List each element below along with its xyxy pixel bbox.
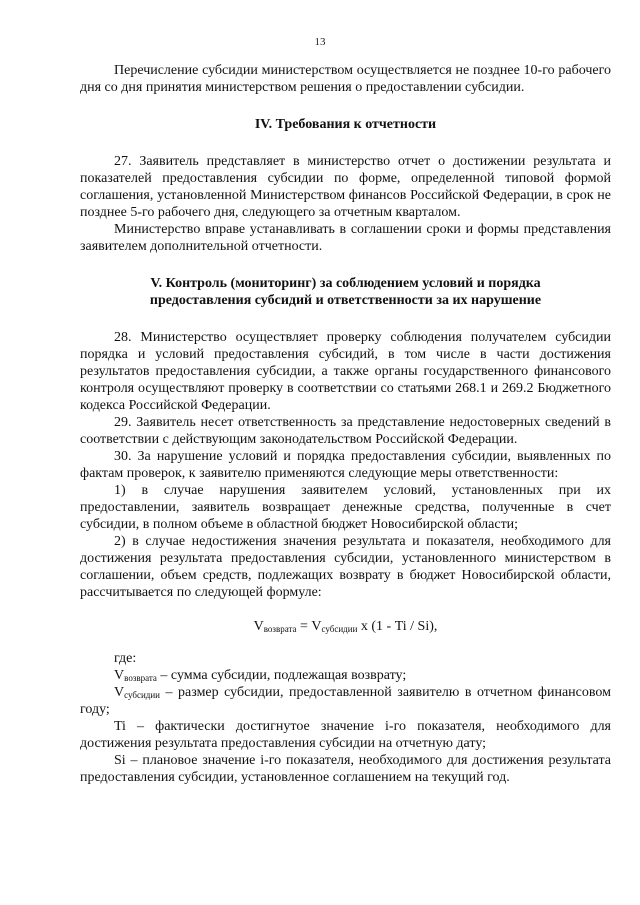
paragraph-30-item-1: 1) в случае нарушения заявителем условий, установленных при их предоставлении, заявитель возвращает денежные средства, полученные в счет субсидии, в полном объеме в областной бюджет Новосибирской области;	[80, 483, 611, 532]
definitions-where: где:	[114, 651, 137, 666]
definition-ti: Ti – фактически достигнутое значение i-го показателя, необходимого для достижения результата предоставления субсидии на отчетную дату;	[80, 719, 611, 751]
page-number: 13	[314, 36, 326, 48]
paragraph-29: 29. Заявитель несет ответственность за представление недостоверных сведений в соответствии с действующим законодательством Российской Федерации.	[80, 415, 611, 447]
definition-si: Si – плановое значение i-го показателя, необходимого для достижения результата предоставления субсидии, установленное соглашением на текущий год.	[80, 753, 611, 785]
formula-rhs-rest: х (1 - Ti / Si),	[357, 619, 438, 634]
paragraph-27-additional: Министерство вправе устанавливать в соглашении сроки и формы представления заявителем дополнительной отчетности.	[80, 222, 611, 254]
paragraph-subsidy-transfer: Перечисление субсидии министерством осуществляется не позднее 10-го рабочего дня со дня принятия министерством решения о предоставлении субсидии.	[80, 63, 611, 95]
formula-lhs-sub: возврата	[263, 624, 297, 634]
definition-v-subsidy	[80, 684, 611, 718]
formula-lhs-base: V	[253, 619, 264, 634]
def-v-return-text: – сумма субсидии, подлежащая возврату;	[156, 668, 407, 683]
section-heading-v-line2: предоставления субсидий и ответственности за их нарушение	[149, 293, 542, 308]
document-body	[80, 62, 611, 786]
paragraph-30-item-2: 2) в случае недостижения значения результата и показателя, необходимого для достижения результата предоставления субсидии, установленного министерством в соглашении, объем средств, подлежащих возврату в бюджет Новосибирской области, рассчитывается по следующей формуле:	[80, 534, 611, 600]
def-v-subsidy-base: V	[114, 685, 125, 700]
def-v-return-base: V	[114, 668, 125, 683]
def-v-subsidy-text: – размер субсидии, предоставленной заявителю в отчетном финансовом году;	[80, 685, 611, 717]
formula-rhs-base: V	[311, 619, 322, 634]
refund-formula	[80, 618, 611, 635]
paragraph-27: 27. Заявитель представляет в министерство отчет о достижении результата и показателей предоставления субсидии по форме, определенной типовой формой соглашения, установленной Министерством финансов Российской Федерации, в срок не позднее 5-го рабочего дня, следующего за отчетным кварталом.	[80, 154, 611, 220]
formula-rhs-sub: субсидии	[321, 624, 358, 634]
section-heading-v-line1: V. Контроль (мониторинг) за соблюдением условий и порядка	[150, 276, 541, 291]
paragraph-30: 30. За нарушение условий и порядка предоставления субсидии, выявленных по фактам проверок, к заявителю применяются следующие меры ответственности:	[80, 449, 611, 481]
def-v-return-sub: возврата	[124, 673, 157, 683]
def-v-subsidy-sub: субсидии	[124, 690, 160, 700]
formula-equals: =	[296, 619, 312, 634]
definition-v-return	[80, 667, 611, 684]
paragraph-28: 28. Министерство осуществляет проверку соблюдения получателем субсидии порядка и условий предоставления субсидий, в том числе в части достижения результатов предоставления субсидии, а также органы государственного финансового контроля осуществляют проверку в соответствии со статьями 268.1 и 269.2 Бюджетного кодекса Российской Федерации.	[80, 330, 611, 413]
section-heading-iv: IV. Требования к отчетности	[254, 117, 437, 132]
